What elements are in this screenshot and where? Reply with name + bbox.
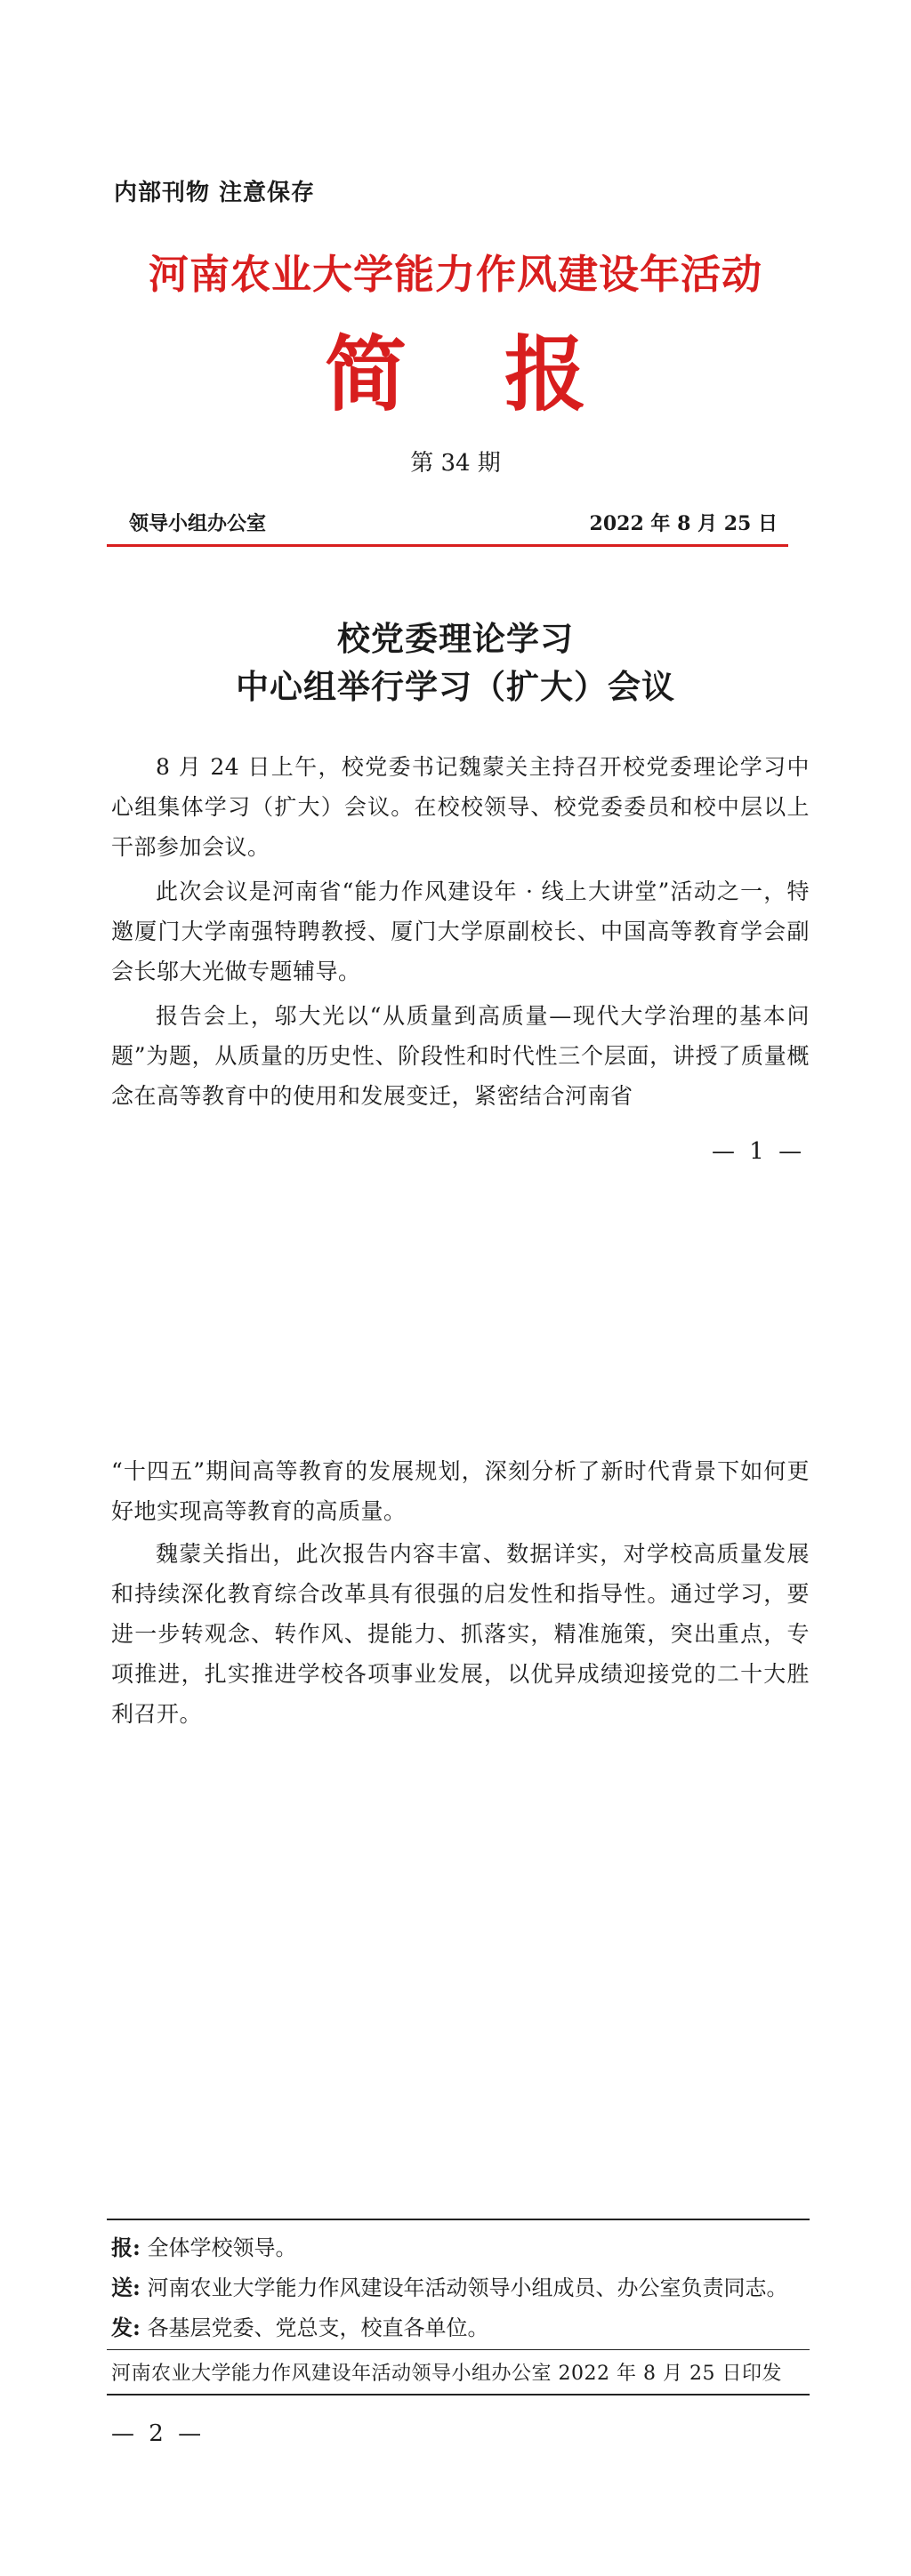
send-label: 送: [111,2275,141,2300]
red-divider [107,544,788,547]
distribution-issue [111,2310,489,2341]
paragraph-1: 8 月 24 日上午，校党委书记魏蒙关主持召开校党委理论学习中心组集体学习（扩大）会议。在校校领导、校党委委员和校中层以上干部参加会议。 [111,754,810,860]
distribution-report [111,2230,297,2261]
send-value: 河南农业大学能力作风建设年活动领导小组成员、办公室负责同志。 [147,2275,788,2300]
report-label: 报: [111,2235,141,2260]
paragraph-3: 报告会上，邬大光以“从质量到高质量—现代大学治理的基本问题”为题，从质量的历史性、阶段性和时代性三个层面，讲授了质量概念在高等教育中的使用和发展变迁，紧密结合河南省 [111,1003,810,1109]
bulletin-title: 简报 [324,326,684,422]
paragraph-2: 此次会议是河南省“能力作风建设年 · 线上大讲堂”活动之一，特邀厦门大学南强特聘教授、厦门大学原副校长、中国高等教育学会副会长邬大光做专题辅导。 [111,879,810,984]
footer-rule-middle [107,2349,810,2350]
internal-notice: 内部刊物 注意保存 [114,180,316,206]
issue-number: 第 34 期 [410,450,501,477]
issue-value: 各基层党委、党总支，校直各单位。 [147,2315,489,2340]
printed-by-line: 河南农业大学能力作风建设年活动领导小组办公室 2022 年 8 月 25 日印发 [111,2363,782,2385]
page-number-1: — 1 — [712,1138,806,1165]
report-value: 全体学校领导。 [147,2235,297,2260]
issue-label: 发: [111,2315,141,2340]
article-title-line2: 中心组举行学习（扩大）会议 [236,667,675,706]
paragraph-3-continued: “十四五”期间高等教育的发展规划，深刻分析了新时代背景下如何更好地实现高等教育的高质量。 [111,1458,810,1524]
organization-title: 河南农业大学能力作风建设年活动 [148,251,762,298]
footer-rule-bottom [107,2394,810,2395]
page-number-2: — 2 — [111,2420,206,2447]
issue-date: 2022 年 8 月 25 日 [589,512,778,535]
article-title-line1: 校党委理论学习 [337,619,574,658]
footer-rule-top [107,2219,810,2220]
issuing-office: 领导小组办公室 [129,512,267,535]
paragraph-4: 魏蒙关指出，此次报告内容丰富、数据详实，对学校高质量发展和持续深化教育综合改革具有很强的启发性和指导性。通过学习，要进一步转观念、转作风、提能力、抓落实，精准施策，突出重点，专项推进，扎实推进学校各项事业发展，以优异成绩迎接党的二十大胜利召开。 [111,1541,810,1727]
distribution-send [111,2270,788,2301]
